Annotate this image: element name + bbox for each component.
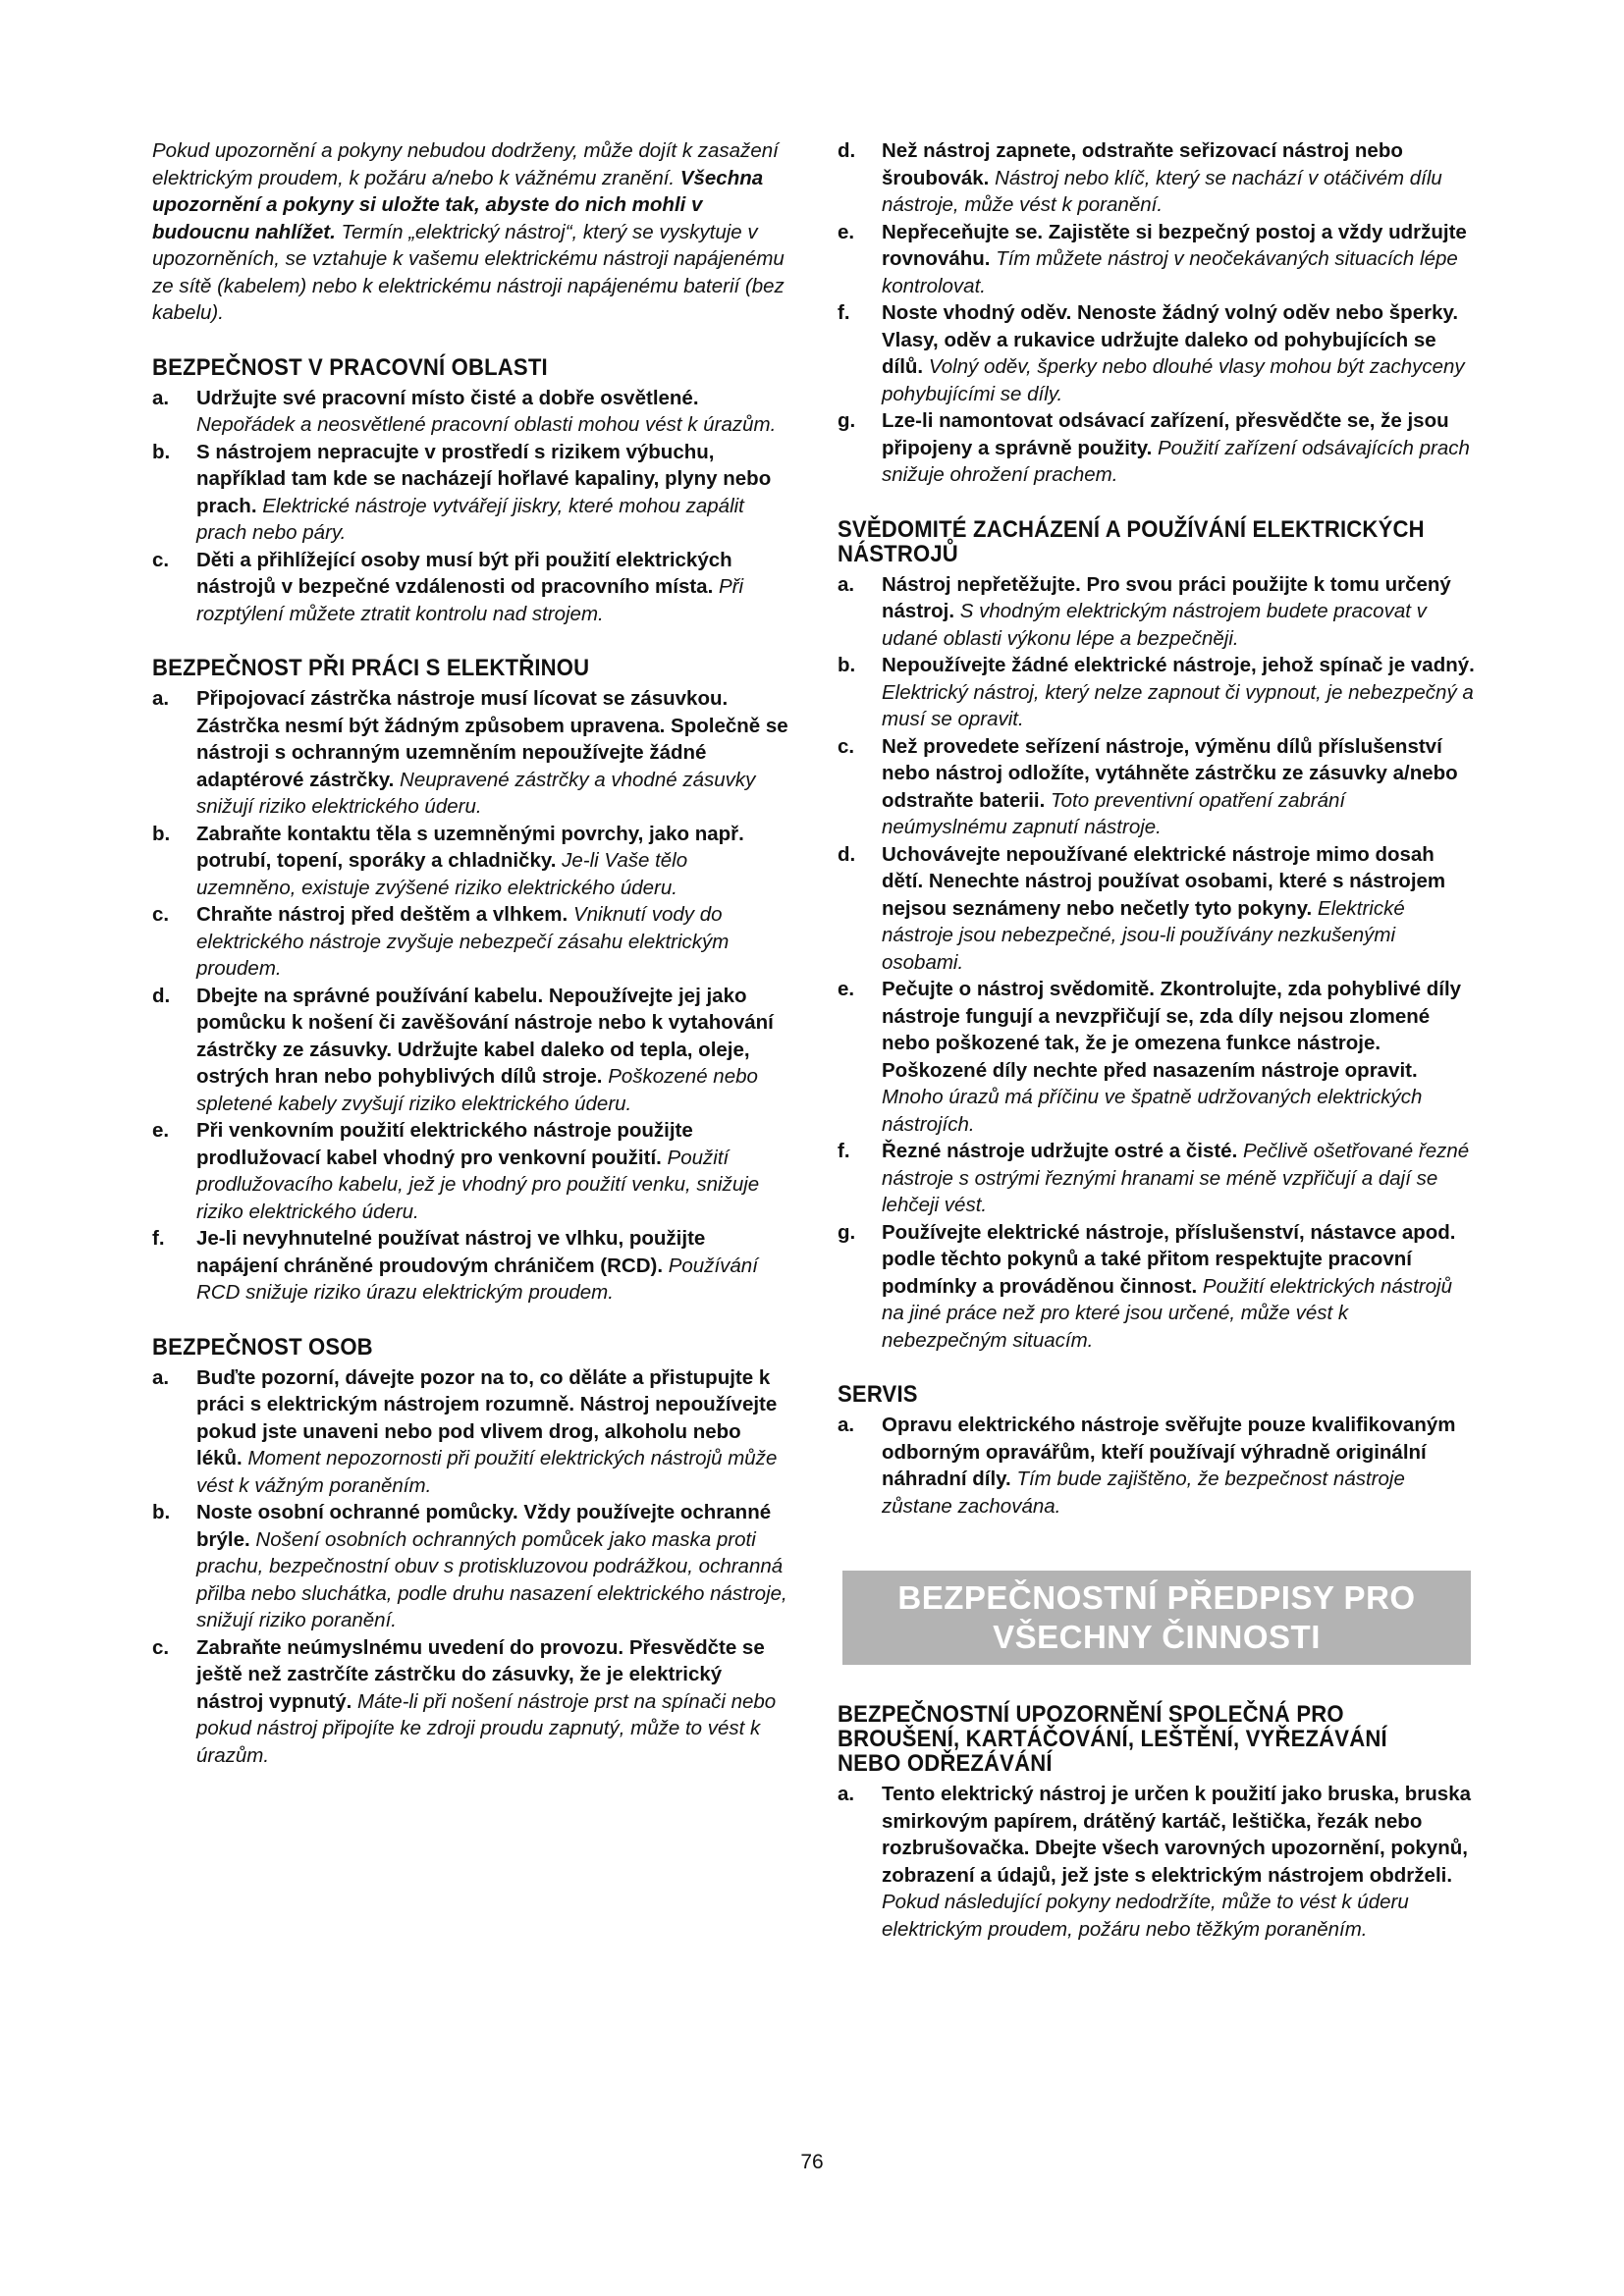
item-bold: Je-li nevyhnutelné používat nástroj ve vlhku, použijte napájení chráněné proudovým chráničem (RCD). [196, 1227, 706, 1277]
item-text: Poškozené nebo spletené kabely zvyšují riziko elektrického úderu. [196, 1065, 758, 1115]
item-bold: Pečujte o nástroj svědomitě. Zkontrolujte, zda pohyblivé díly nástroje fungují a nevzpřičují se, zda díly nejsou zlomené nebo poškozené tak, že je omezena funkce nástroje. Poškozené díly nechte před nasazením nástroje opravit. [882, 978, 1462, 1082]
item-bold: Buďte pozorní, dávejte pozor na to, co děláte a přistupujte k práci s elektrickým nástrojem rozumně. Nástroj nepoužívejte pokud jste unaveni nebo pod vlivem drog, alkoholu nebo léků. [196, 1365, 778, 1469]
item-bold: Lze-li namontovat odsávací zařízení, přesvědčte se, že jsou připojeny a správně použity. [882, 409, 1449, 459]
item-letter: c. [152, 903, 170, 926]
item-letter: a. [838, 1783, 855, 1805]
item-letter: b. [152, 440, 171, 463]
item-bold: Chraňte nástroj před deštěm a vlhkem. [196, 903, 573, 926]
item-text: Používání RCD snižuje riziko úrazu elektrickým proudem. [196, 1254, 758, 1304]
item-bold: Nástroj nepřetěžujte. Pro svou práci použijte k tomu určený nástroj. [882, 572, 1451, 622]
list-item [152, 983, 790, 1118]
item-text: Nástroj nebo klíč, který se nachází v otáčivém dílu nástroje, může vést k poranění. [882, 166, 1442, 216]
item-letter: c. [152, 548, 170, 571]
item-letter: b. [152, 1501, 171, 1523]
item-bold: Nepřeceňujte se. Zajistěte si bezpečný postoj a vždy udržujte rovnováhu. [882, 220, 1467, 270]
item-text: Máte-li při nošení nástroje prst na spínači nebo pokud nástroj připojíte ke zdroji proudu zapnutý, může to vést k úrazům. [196, 1689, 777, 1767]
list-item [152, 901, 790, 983]
item-text: Nošení osobních ochranných pomůcek jako maska proti prachu, bezpečnostní obuv s protiskluzovou podrážkou, ochranná přilba nebo sluchátka, podle druhu nasazení elektrického nástroje, snižují riziko poranění. [196, 1527, 787, 1631]
item-text: Neupravené zástrčky a vhodné zásuvky snižují riziko elektrického úderu. [196, 768, 756, 818]
right-column [838, 137, 1476, 1943]
item-text: Tím bude zajištěno, že bezpečnost nástroje zůstane zachována. [882, 1468, 1405, 1518]
item-text: Pokud následující pokyny nedodržíte, může to vést k úderu elektrickým proudem, požáru nebo těžkým poraněním. [882, 1891, 1409, 1941]
item-bold: Noste vhodný oděv. Nenoste žádný volný oděv nebo šperky. Vlasy, oděv a rukavice udržujte daleko od pohybujících se dílů. [882, 301, 1459, 378]
list-item [152, 1634, 790, 1770]
section-electrical [152, 656, 790, 1307]
item-letter: g. [838, 409, 856, 432]
list-item [152, 385, 790, 439]
item-letter: d. [152, 984, 171, 1007]
item-text: Volný oděv, šperky nebo dlouhé vlasy mohou být zachyceny pohybujícími se díly. [882, 355, 1465, 405]
item-bold: Než provedete seřízení nástroje, výměnu dílů příslušenství nebo nástroj odložíte, vytáhněte zástrčku ze zásuvky a/nebo odstraňte baterii. [882, 734, 1458, 812]
item-bold: Zabraňte kontaktu těla s uzemněnými povrchy, jako např. potrubí, topení, sporáky a chladničky. [196, 822, 744, 872]
item-text: S vhodným elektrickým nástrojem budete pracovat v udané oblasti výkonu lépe a bezpečněji. [882, 600, 1427, 650]
item-letter: e. [838, 220, 855, 243]
item-letter: e. [152, 1119, 170, 1142]
section-heading: SVĚDOMITÉ ZACHÁZENÍ A POUŽÍVÁNÍ ELEKTRICKÝCH NÁSTROJŮ [838, 515, 1425, 567]
intro-text-3: Termín „elektrický nástroj“, který se vyskytuje v upozorněních, se vztahuje k vašemu elektrickému nástroji napájenému ze sítě (kabelem) nebo k elektrickému nástroji napájenému baterií (bez kabelu). [152, 220, 785, 324]
section-heading: BEZPEČNOST V PRACOVNÍ OBLASTI [152, 353, 548, 381]
item-letter: a. [838, 1414, 855, 1436]
list-item [838, 1781, 1476, 1943]
list-item [838, 976, 1476, 1138]
list-item [152, 1364, 790, 1500]
item-text: Použití prodlužovacího kabelu, jež je vhodný pro použití venku, snižuje riziko elektrického úderu. [196, 1146, 760, 1223]
list-item [838, 571, 1476, 653]
item-letter: e. [838, 978, 855, 1000]
item-letter: b. [152, 822, 171, 845]
item-text: Tím můžete nástroj v neočekávaných situacích lépe kontrolovat. [882, 247, 1458, 297]
item-letter: d. [838, 139, 856, 162]
item-text: Toto preventivní opatření zabrání neúmyslnému zapnutí nástroje. [882, 788, 1346, 838]
banner-line-2: VŠECHNY ČINNOSTI [993, 1619, 1321, 1655]
section-common-warnings [838, 1702, 1476, 1943]
section-service [838, 1382, 1476, 1520]
list-item [838, 137, 1476, 219]
list-item [152, 685, 790, 821]
left-column [152, 137, 790, 1769]
item-bold: Děti a přihlížející osoby musí být při použití elektrických nástrojů v bezpečné vzdálenosti od pracovního místa. [196, 548, 732, 598]
section-heading: BEZPEČNOST OSOB [152, 1333, 373, 1361]
section-personal [152, 1335, 790, 1770]
list-item [838, 841, 1476, 977]
list-item [152, 1117, 790, 1225]
page-number: 76 [800, 2151, 824, 2173]
item-text: Při rozptýlení můžete ztratit kontrolu nad strojem. [196, 575, 744, 625]
list-item [838, 1138, 1476, 1219]
section-heading: BEZPEČNOST PŘI PRÁCI S ELEKTŘINOU [152, 655, 590, 681]
item-text: Moment nepozornosti při použití elektrických nástrojů může vést k vážným poraněním. [196, 1447, 778, 1497]
item-bold: Nepoužívejte žádné elektrické nástroje, jehož spínač je vadný. [882, 654, 1475, 676]
list-item [152, 1225, 790, 1307]
section-tool-use [838, 517, 1476, 1355]
item-bold: Zabraňte neúmyslnému uvedení do provozu. Přesvědčte se ještě než zastrčíte zástrčku do zásuvky, že je elektrický nástroj vypnutý. [196, 1635, 765, 1713]
list-item [838, 407, 1476, 489]
item-bold: Používejte elektrické nástroje, příslušenství, nástavce apod. podle těchto pokynů a také přitom respektujte pracovní podmínky a prováděnou činnost. [882, 1220, 1456, 1298]
banner-line-1: BEZPEČNOSTNÍ PŘEDPISY PRO [897, 1579, 1416, 1616]
list-item [152, 1499, 790, 1634]
item-letter: f. [152, 1227, 165, 1250]
item-bold: Při venkovním použití elektrického nástroje použijte prodlužovací kabel vhodný pro venkovní použití. [196, 1119, 693, 1169]
list-item [152, 821, 790, 902]
item-bold: Než nástroj zapnete, odstraňte seřizovací nástroj nebo šroubovák. [882, 139, 1403, 189]
item-letter: c. [838, 734, 855, 758]
list-item [838, 652, 1476, 733]
item-bold: Připojovací zástrčka nástroje musí lícovat se zásuvkou. Zástrčka nesmí být žádným způsobem upravena. Společně se nástroji s ochranným uzemněním nepoužívejte žádné adaptérové zástrčky. [196, 687, 788, 791]
item-text: Mnoho úrazů má příčinu ve špatně udržovaných elektrických nástrojích. [882, 1086, 1423, 1136]
section-heading: BEZPEČNOSTNÍ UPOZORNĚNÍ SPOLEČNÁ PRO BROUŠENÍ, KARTÁČOVÁNÍ, LEŠTĚNÍ, VYŘEZÁVÁNÍ NEBO ODŘEZÁVÁNÍ [838, 1701, 1387, 1777]
item-text: Vniknutí vody do elektrického nástroje zvyšuje nebezpečí zásahu elektrickým proudem. [196, 903, 730, 980]
item-bold: Dbejte na správné používání kabelu. Nepoužívejte jej jako pomůcku k nošení či zavěšování nástroje nebo k vytahování zástrčky ze zásuvky. Udržujte kabel daleko od tepla, oleje, ostrých hran nebo pohyblivých dílů stroje. [196, 984, 774, 1088]
item-bold: Řezné nástroje udržujte ostré a čisté. [882, 1140, 1243, 1162]
item-letter: f. [838, 301, 850, 324]
list-item [838, 219, 1476, 300]
item-letter: d. [838, 842, 856, 866]
item-bold: Opravu elektrického nástroje svěřujte pouze kvalifikovaným odborným opravářům, kteří používají výhradně originální náhradní díly. [882, 1414, 1456, 1490]
item-text: Použití zařízení odsávajících prach snižuje ohrožení prachem. [882, 436, 1470, 486]
section-personal-continued [838, 137, 1476, 489]
item-text: Elektrický nástroj, který nelze zapnout či vypnout, je nebezpečný a musí se opravit. [882, 680, 1474, 730]
list-item [838, 1219, 1476, 1355]
intro-text-1: Pokud upozornění a pokyny nebudou dodrženy, může dojít k zasažení elektrickým proudem, k požáru a/nebo k vážnému zranění. [152, 139, 779, 189]
list-item [152, 439, 790, 547]
item-text: Použití elektrických nástrojů na jiné práce než pro které jsou určené, může vést k nebezpečným situacím. [882, 1274, 1452, 1352]
item-text: Je-li Vaše tělo uzemněno, existuje zvýšené riziko elektrického úderu. [196, 849, 688, 899]
item-bold: S nástrojem nepracujte v prostředí s rizikem výbuchu, například tam kde se nacházejí hořlavé kapaliny, plyny nebo prach. [196, 440, 772, 517]
item-letter: a. [838, 572, 855, 596]
list-item [152, 547, 790, 628]
item-letter: a. [152, 687, 170, 710]
list-item [838, 299, 1476, 407]
item-bold: Udržujte své pracovní místo čisté a dobře osvětlené. [196, 386, 699, 409]
item-bold: Noste osobní ochranné pomůcky. Vždy používejte ochranné brýle. [196, 1501, 772, 1551]
list-item [838, 733, 1476, 841]
item-text: Elektrické nástroje vytvářejí jiskry, které mohou zapálit prach nebo páry. [196, 494, 744, 544]
safety-banner [842, 1571, 1471, 1665]
intro-text-2: Všechna upozornění a pokyny si uložte tak, abyste do nich mohli v budoucnu nahlížet. [152, 166, 764, 243]
item-letter: b. [838, 654, 856, 676]
item-text: Elektrické nástroje jsou nebezpečné, jsou-li používány nezkušenými osobami. [882, 896, 1405, 974]
item-letter: f. [838, 1140, 850, 1162]
section-work-area [152, 355, 790, 628]
item-text: Pečlivě ošetřované řezné nástroje s ostrými řeznými hranami se méně vzpřičují a dají se lehčeji vést. [882, 1140, 1470, 1216]
section-heading: SERVIS [838, 1381, 918, 1408]
list-item [838, 1412, 1476, 1520]
intro-paragraph [152, 137, 790, 327]
item-bold: Tento elektrický nástroj je určen k použití jako bruska, bruska smirkovým papírem, drátěný kartáč, leštička, řezák nebo rozbrušovačka. Dbejte všech varovných upozornění, pokynů, zobrazení a údajů, jež jste s elektrickým nástrojem obdrželi. [882, 1783, 1472, 1887]
item-letter: c. [152, 1635, 170, 1659]
item-letter: g. [838, 1220, 856, 1244]
item-bold: Uchovávejte nepoužívané elektrické nástroje mimo dosah dětí. Nenechte nástroj používat osobami, které s nástrojem nejsou seznámeny nebo nečetly tyto pokyny. [882, 842, 1446, 920]
item-text: Nepořádek a neosvětlené pracovní oblasti mohou vést k úrazům. [196, 413, 777, 436]
item-letter: a. [152, 386, 170, 409]
item-letter: a. [152, 1365, 170, 1389]
